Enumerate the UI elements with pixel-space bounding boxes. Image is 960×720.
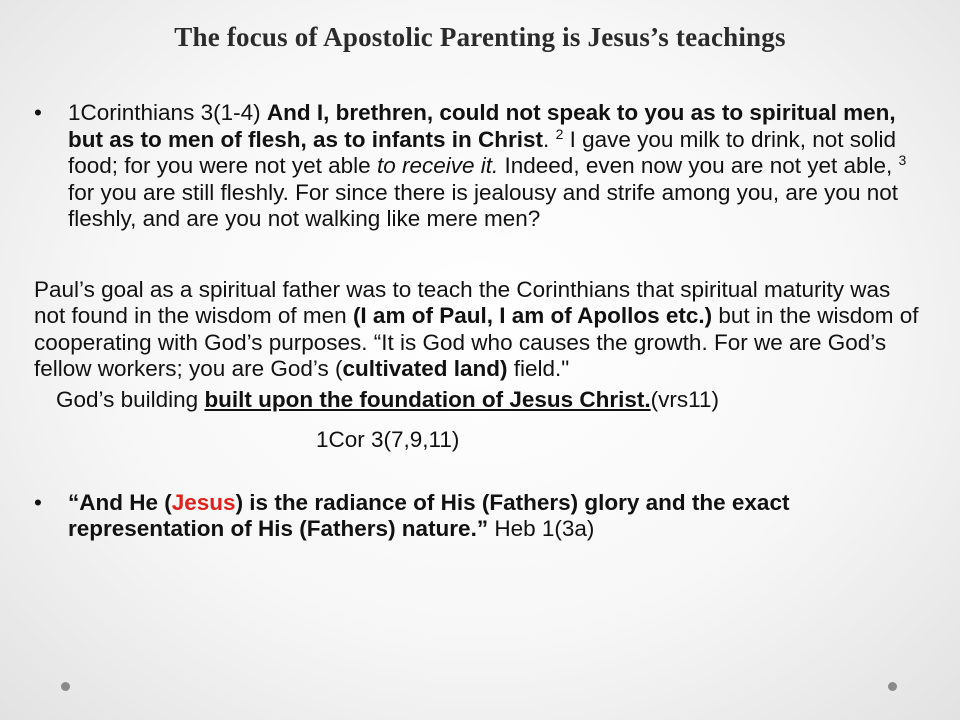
bullet-item-hebrews: [34, 490, 924, 543]
slide-title: The focus of Apostolic Parenting is Jesus’s teachings: [174, 22, 786, 52]
scripture-text: .: [543, 126, 556, 152]
foundation-text: built upon the foundation of Jesus Christ.: [204, 386, 651, 412]
bullet-item-corinthians: [34, 100, 924, 233]
bullet-dot: •: [34, 489, 42, 515]
paragraph-bold-text: (I am of Paul, I am of Apollos etc.): [352, 303, 713, 328]
paul-goal-paragraph: [34, 277, 924, 383]
hebrews-reference: Heb 1(3a): [488, 516, 595, 541]
left-decorative-dot: [61, 682, 70, 691]
hebrews-quote-text: “And He (: [68, 489, 172, 515]
scripture-reference-center: 1Cor 3(7,9,11): [316, 427, 460, 452]
gods-building-text: God’s building: [56, 386, 205, 412]
paragraph-text: field.": [507, 356, 570, 381]
gods-building-line: [34, 387, 924, 414]
scripture-bold-text: And I, brethren, could not speak to you as to spiritual men, but as to men of flesh, as to infants in Christ: [68, 100, 896, 152]
paragraph-text: but in the wisdom of cooperating with God’s purposes. “It is God who causes the growth. For we are God’s fellow workers; you are God’s (: [34, 303, 919, 381]
scripture-text: Indeed, even now you are not yet able,: [498, 153, 899, 178]
verse-ref-text: (vrs11): [650, 386, 720, 412]
bullet-dot: •: [34, 100, 42, 125]
jesus-name: Jesus: [171, 489, 236, 515]
slide-content: [34, 100, 924, 543]
verse-number: 2: [555, 125, 564, 142]
paragraph-text: Paul’s goal as a spiritual father was to teach the Corinthians that spiritual maturity was not found in the wisdom of men: [34, 276, 891, 328]
paragraph-bold-text: cultivated land): [342, 356, 508, 381]
scripture-reference: 1Corinthians 3(1-4): [68, 100, 267, 125]
right-decorative-dot: [888, 682, 897, 691]
scripture-text: I gave you milk to drink, not solid food; for you were not yet able: [68, 126, 897, 178]
hebrews-quote-text: ) is the radiance of His (Fathers) glory and the exact representation of His (Fathers) nature.”: [68, 489, 790, 541]
scripture-text: for you are still fleshly. For since there is jealousy and strife among you, are you not fleshly, and are you not walking like mere men?: [68, 179, 898, 231]
scripture-italic-text: to receive it.: [376, 153, 499, 178]
verse-number: 3: [898, 152, 907, 168]
